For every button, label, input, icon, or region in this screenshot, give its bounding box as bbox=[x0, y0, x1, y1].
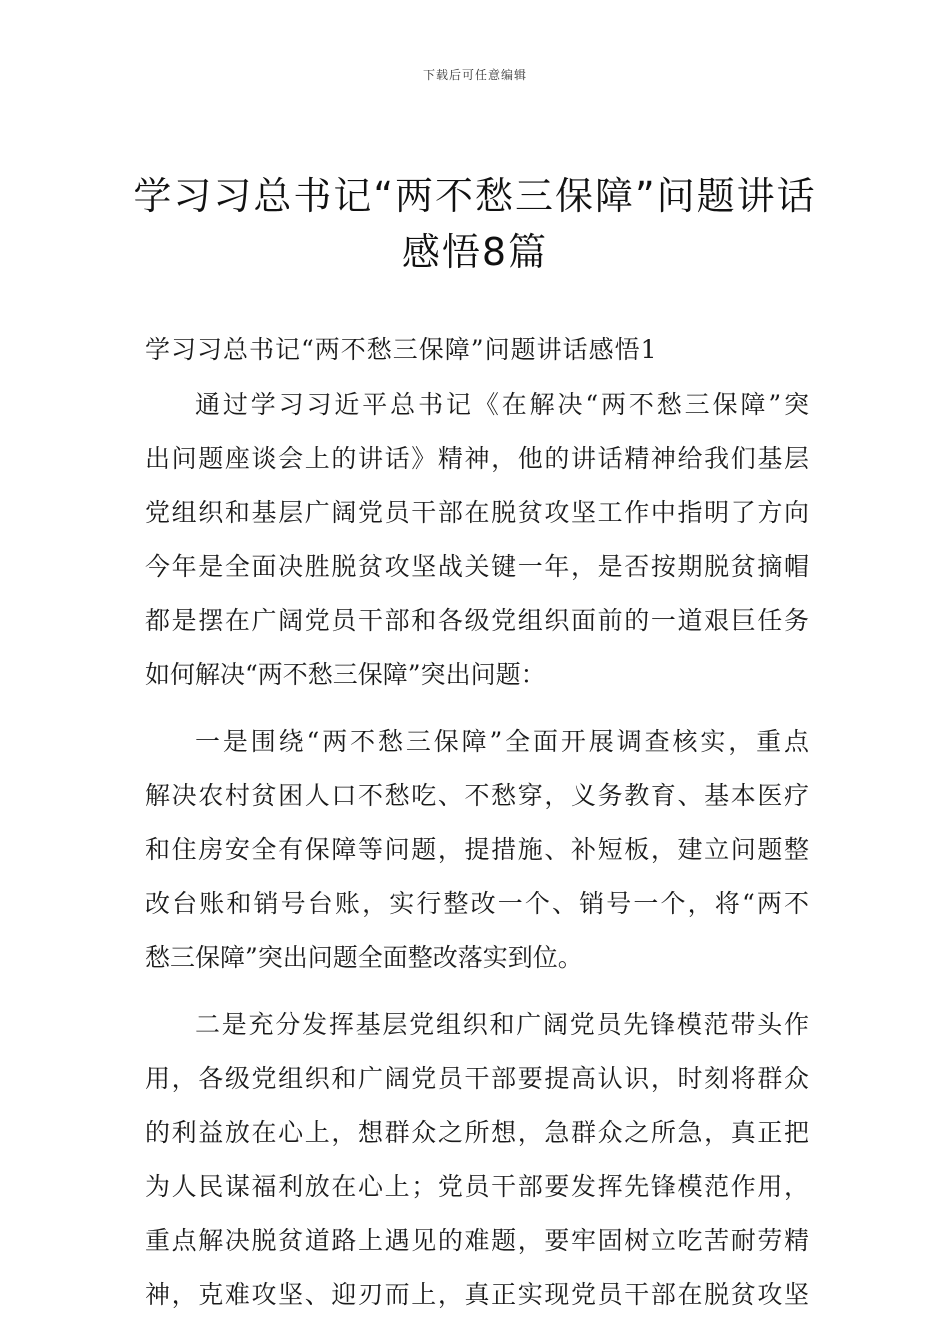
text-line: 愁三保障”突出问题全面整改落实到位。 bbox=[145, 943, 583, 972]
text-line: 一是围绕“两不愁三保障”全面开展调查核实，重点 bbox=[195, 727, 809, 756]
text-line: 和住房安全有保障等问题，提措施、补短板，建立问题整 bbox=[145, 835, 809, 864]
text-line: 改台账和销号台账，实行整改一个、销号一个，将“两不 bbox=[145, 889, 809, 918]
text-line: 重点解决脱贫道路上遇见的难题，要牢固树立吃苦耐劳精 bbox=[145, 1226, 809, 1255]
paragraph-3 bbox=[145, 998, 809, 1322]
text-line: 神，克难攻坚、迎刃而上，真正实现党员干部在脱贫攻坚 bbox=[145, 1280, 809, 1309]
text-line: 通过学习习近平总书记《在解决“两不愁三保障”突 bbox=[195, 390, 809, 419]
document-title bbox=[120, 168, 830, 280]
text-line: 为人民谋福利放在心上；党员干部要发挥先锋模范作用， bbox=[145, 1172, 809, 1201]
text-line: 都是摆在广阔党员干部和各级党组织面前的一道艰巨任务 bbox=[145, 606, 809, 635]
document-title-line-2: 感悟8篇 bbox=[401, 230, 549, 274]
text-line: 出问题座谈会上的讲话》精神，他的讲话精神给我们基层 bbox=[145, 444, 809, 473]
paragraph-1 bbox=[145, 378, 809, 702]
text-line: 如何解决“两不愁三保障”突出问题： bbox=[145, 660, 546, 689]
document-body bbox=[145, 326, 809, 1322]
section-heading: 学习习总书记“两不愁三保障”问题讲话感悟1 bbox=[145, 335, 658, 364]
header-note: 下载后可任意编辑 bbox=[422, 68, 527, 82]
text-line: 二是充分发挥基层党组织和广阔党员先锋模范带头作 bbox=[195, 1010, 809, 1039]
document-title-line-1: 学习习总书记“两不愁三保障”问题讲话 bbox=[133, 174, 817, 218]
paragraph-2 bbox=[145, 715, 809, 985]
text-line: 的利益放在心上，想群众之所想，急群众之所急，真正把 bbox=[145, 1118, 809, 1147]
text-line: 解决农村贫困人口不愁吃、不愁穿，义务教育、基本医疗 bbox=[145, 781, 809, 810]
text-line: 用，各级党组织和广阔党员干部要提高认识，时刻将群众 bbox=[145, 1064, 809, 1093]
text-line: 党组织和基层广阔党员干部在脱贫攻坚工作中指明了方向 bbox=[145, 498, 809, 527]
text-line: 今年是全面决胜脱贫攻坚战关键一年，是否按期脱贫摘帽 bbox=[145, 552, 809, 581]
